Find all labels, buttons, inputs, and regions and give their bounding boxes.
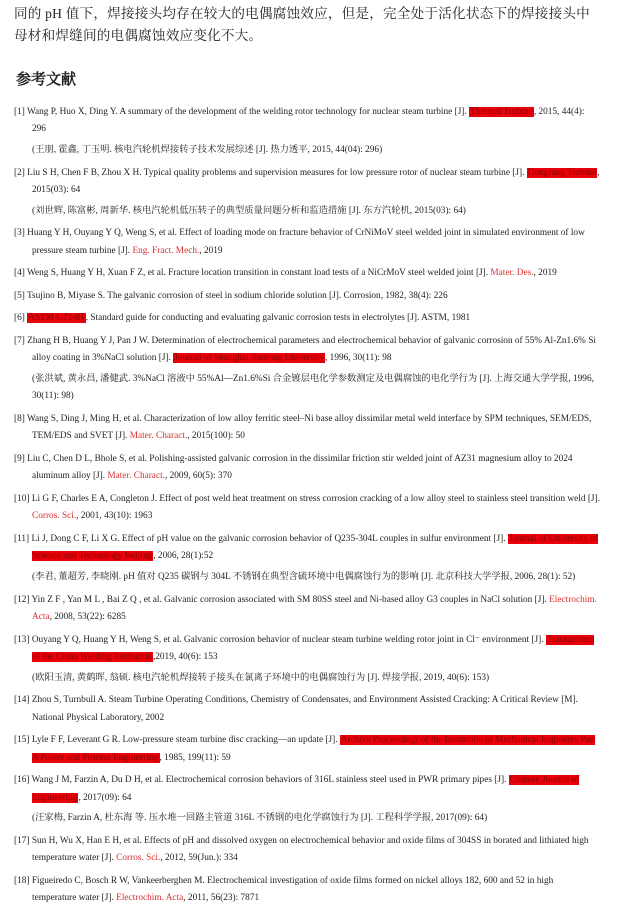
reference-text: Ouyang Y Q, Huang Y H, Weng S, et al. Galvanic corrosion behavior of nuclear steam turbine welding rotor joint in Cl⁻ environment [J]. — [31, 634, 546, 645]
reference-item — [14, 411, 600, 446]
reference-chinese: (李君, 董超芳, 李晓刚. pH 值对 Q235 碳钢与 304L 不锈钢在典型含硫环境中电偶腐蚀行为的影响 [J]. 北京科技大学学报, 2006, 28(1): 52) — [32, 571, 576, 582]
reference-source: Electrochim. Acta — [32, 594, 597, 622]
reference-item — [14, 265, 600, 282]
reference-tail: , 2017(09): 64 — [78, 792, 132, 803]
reference-item — [14, 592, 600, 627]
reference-tail: , 2009, 60(5): 370 — [164, 471, 232, 482]
reference-source: Corros. Sci. — [116, 853, 161, 864]
reference-number: [2] — [14, 167, 28, 178]
reference-item — [14, 104, 600, 139]
reference-tail: , 2015(100): 50 — [187, 431, 245, 442]
reference-item — [14, 772, 600, 807]
reference-tail: , 2015(03): 64 — [32, 167, 600, 195]
reference-number: [17] — [14, 835, 32, 846]
reference-chinese: (刘世辉, 陈富彬, 周新华. 核电汽轮机低压转子的典型质量问题分析和监造措施 [J]. 东方汽轮机, 2015(03): 64) — [32, 205, 466, 216]
reference-source: Archive Proceedings of the Institution of Mechanical Engineers Part A Power and Process Engineering — [32, 735, 596, 763]
reference-tail: , 1996, 30(11): 98 — [325, 353, 392, 364]
reference-list — [14, 104, 600, 908]
reference-number: [14] — [14, 695, 32, 706]
reference-chinese: (王朋, 霍鑫, 丁玉明. 核电汽轮机焊接转子技术发展综述 [J]. 热力透平, 2015, 44(04): 296) — [32, 145, 383, 155]
reference-number: [12] — [14, 594, 32, 605]
reference-item — [14, 833, 600, 868]
reference-source: Eng. Fract. Mech. — [132, 245, 200, 256]
reference-source: Transactions of the China Welding Institution — [32, 634, 595, 662]
reference-text: Lyle F F, Leverant G R. Low‐pressure steam turbine disc cracking—an update [J]. — [31, 735, 340, 746]
reference-item — [14, 873, 600, 908]
reference-source: Dongfang Turbine — [527, 167, 597, 178]
reference-text: Sun H, Wu X, Han E H, et al. Effects of pH and dissolved oxygen on electrochemical behavior and oxide films of 304SS in borated and lithiated high temperature water [J]. — [31, 835, 589, 864]
reference-source: Journal of University of Science and Technology Beijing — [32, 533, 598, 562]
reference-item — [14, 310, 600, 327]
reference-source: Mater. Charact. — [129, 431, 188, 442]
reference-source: Mater. Charact. — [107, 471, 165, 482]
reference-number: [10] — [14, 493, 32, 504]
reference-tail: , 2006, 28(1):52 — [153, 551, 214, 562]
reference-tail: , 2011, 56(23): 7871 — [183, 893, 260, 904]
reference-tail: , 2012, 59(Jun.): 334 — [160, 853, 238, 864]
reference-number: [7] — [14, 335, 28, 346]
reference-text: Zhou S, Turnbull A. Steam Turbine Operating Conditions, Chemistry of Condensates, and Environment Assisted Cracking: A Critical Review [M]. National Physical Laboratory, 2002 — [31, 695, 578, 723]
reference-number: [11] — [14, 533, 32, 544]
reference-item — [14, 165, 600, 200]
reference-chinese: (汪家梅, Farzin A, 杜东海 等. 压水堆一回路主管道 316L 不锈钢的电化学腐蚀行为 [J]. 工程科学学报, 2017(09): 64) — [32, 813, 488, 824]
reference-tail: , 2015, 44(4): 296 — [32, 107, 585, 135]
reference-source: Corros. Sci. — [32, 511, 77, 522]
reference-number: [15] — [14, 735, 32, 746]
reference-text: Wang P, Huo X, Ding Y. A summary of the development of the welding rotor technology for nuclear steam turbine [J]. — [27, 107, 470, 117]
reference-source: Journal of Shanghai Jiaotong University — [174, 353, 325, 364]
reference-number: [13] — [14, 634, 32, 645]
reference-item — [14, 288, 600, 305]
reference-source: Mater. Des. — [490, 268, 534, 279]
reference-number: [16] — [14, 775, 32, 786]
reference-item — [14, 451, 600, 486]
reference-text: Li G F, Charles E A, Congleton J. Effect of post weld heat treatment on stress corrosion cracking of a low alloy steel to stainless steel transition weld [J]. — [31, 493, 600, 504]
reference-tail: , 2019 — [199, 245, 223, 256]
reference-item — [14, 732, 600, 767]
reference-number: [9] — [14, 453, 28, 464]
reference-text: Weng S, Huang Y H, Xuan F Z, et al. Fracture location transition in constant load tests of a NiCrMoV steel welded joint [J]. — [27, 268, 491, 279]
reference-text: Huang Y H, Ouyang Y Q, Weng S, et al. Effect of loading mode on fracture behavior of CrNiMoV steel welded joint in simulated environment of low pressure steam turbine [J]. — [27, 228, 585, 256]
reference-chinese: (张洪斌, 黄永昌, 潘健武. 3%NaCl 溶液中 55%Al—Zn1.6%Si 合金镀层电化学参数测定及电偶腐蚀的电化学行为 [J]. 上海交通大学学报, 1996, 30(11): 98) — [32, 373, 594, 402]
references-heading: 参考文献 — [16, 70, 77, 88]
reference-text: Yin Z F , Yan M L , Bai Z Q , et al. Galvanic corrosion associated with SM 80SS steel and Ni-based alloy G3 couples in NaCl solution [J]. — [31, 594, 550, 605]
reference-text: Wang S, Ding J, Ming H, et al. Characterization of low alloy ferritic steel–Ni base alloy dissimilar metal weld interface by SPM techniques, SEM/EDS, TEM/EDS and SVET [J]. — [27, 413, 592, 442]
reference-text: Wang J M, Farzin A, Du D H, et al. Electrochemical corrosion behaviors of 316L stainless steel used in PWR primary pipes [J]. — [31, 775, 509, 786]
reference-source: Chinese Journal of Engineering — [32, 775, 580, 803]
reference-source: ASTM G71-81 — [28, 313, 85, 324]
intro-paragraph: 同的 pH 值下，焊接接头均存在较大的电偶腐蚀效应，但是，完全处于活化状态下的焊接接头中母材和焊缝间的电偶腐蚀效应变化不大。 — [14, 6, 590, 43]
reference-text: Figueiredo C, Bosch R W, Vankeerberghen M. Electrochemical investigation of oxide films formed on nickel alloys 182, 600 and 52 in high temperature water [J]. — [31, 875, 554, 904]
reference-tail: , 2001, 43(10): 1963 — [76, 511, 153, 522]
reference-tail: , 2008, 53(22): 6285 — [49, 611, 126, 622]
paper-page — [14, 3, 600, 913]
reference-tail: , 1985, 199(11): 59 — [159, 752, 231, 763]
reference-text: Liu S H, Chen F B, Zhou X H. Typical quality problems and supervision measures for low pressure rotor of nuclear steam turbine [J]. — [27, 167, 527, 178]
reference-source: Electrochim. Acta — [116, 893, 184, 904]
reference-item — [14, 491, 600, 526]
reference-source: Thermal Turbine — [470, 107, 533, 117]
reference-tail: ,2019, 40(6): 153 — [152, 651, 218, 662]
reference-item — [14, 531, 600, 566]
reference-number: [18] — [14, 875, 32, 886]
reference-tail: . Standard guide for conducting and evaluating galvanic corrosion tests in electrolytes [J]. ASTM, 1981 — [85, 313, 471, 324]
reference-number: [5] — [14, 290, 27, 301]
reference-text: Zhang H B, Huang Y J, Pan J W. Determination of electrochemical parameters and electrochemical behavior of galvanic corrosion of 55% Al-Zn1.6% Si alloy coating in 3%NaCl solution [J]. — [27, 335, 596, 364]
reference-item — [14, 632, 600, 667]
reference-text: Li J, Dong C F, Li X G. Effect of pH value on the galvanic corrosion behavior of Q235-304L couples in sulfur environment [J]. — [31, 533, 508, 544]
reference-item — [14, 333, 600, 368]
reference-text: Liu C, Chen D L, Bhole S, et al. Polishing-assisted galvanic corrosion in the dissimilar friction stir welded joint of AZ31 magnesium alloy to 2024 aluminum alloy [J]. — [27, 453, 573, 482]
reference-number: [8] — [14, 413, 27, 424]
reference-item — [14, 692, 600, 727]
reference-number: [1] — [14, 107, 27, 117]
reference-text: Tsujino B, Miyase S. The galvanic corrosion of steel in sodium chloride solution [J]. Corrosion, 1982, 38(4): 226 — [27, 290, 448, 301]
reference-number: [6] — [14, 313, 28, 324]
reference-chinese: (欧阳玉清, 黄鹤晖, 翁硕. 核电汽轮机焊接转子接头在氯离子环境中的电偶腐蚀行为 [J]. 焊接学报, 2019, 40(6): 153) — [32, 672, 490, 683]
reference-item — [14, 225, 600, 260]
reference-number: [3] — [14, 228, 28, 239]
reference-number: [4] — [14, 268, 27, 279]
reference-tail: , 2019 — [533, 268, 557, 279]
